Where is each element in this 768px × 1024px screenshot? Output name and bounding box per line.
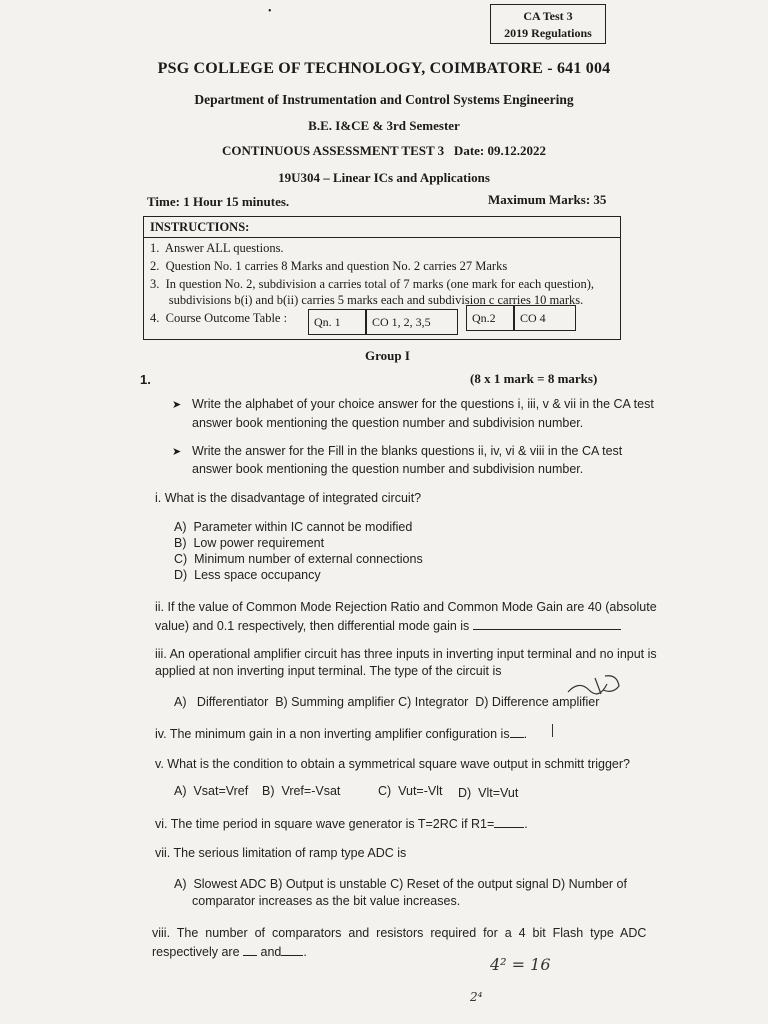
bullet-line: Write the alphabet of your choice answer for the questions i, iii, v & vii in the CA test bbox=[192, 397, 654, 411]
co-table-co2: CO 4 bbox=[514, 305, 576, 331]
option-a: A) Parameter within IC cannot be modified bbox=[174, 520, 413, 534]
instructions-divider bbox=[144, 237, 620, 238]
question-vi-text: vi. The time period in square wave generator is T=2RC if R1= bbox=[155, 817, 495, 831]
option-d: D) Less space occupancy bbox=[174, 568, 321, 582]
bullet-arrow-icon: ➤ bbox=[172, 446, 182, 458]
instruction-item: 3. In question No. 2, subdivision a carries total of 7 marks (one mark for each question), bbox=[150, 277, 594, 291]
instructions-title: INSTRUCTIONS: bbox=[150, 220, 250, 234]
dot-mark: • bbox=[268, 6, 272, 17]
question-number: 1. bbox=[140, 372, 151, 387]
question-iv-period: . bbox=[523, 727, 528, 741]
option-c: C) Minimum number of external connections bbox=[174, 552, 423, 566]
question-i: i. What is the disadvantage of integrated circuit? bbox=[155, 491, 422, 505]
test-label: CA Test 3 bbox=[523, 9, 573, 23]
answer-blank bbox=[510, 725, 524, 738]
college-name: PSG COLLEGE OF TECHNOLOGY, COIMBATORE - 641 004 bbox=[157, 60, 611, 77]
instructions-box bbox=[143, 216, 621, 340]
test-date-line: CONTINUOUS ASSESSMENT TEST 3 Date: 09.12.2022 bbox=[222, 143, 546, 158]
handwritten-note: 4² = 16 bbox=[490, 955, 551, 974]
bullet-line: Write the answer for the Fill in the blanks questions ii, iv, vi & viii in the CA test bbox=[192, 444, 623, 458]
question-iii-cont: applied at non inverting input terminal. The type of the circuit is bbox=[155, 664, 502, 678]
regulation-label: 2019 Regulations bbox=[504, 26, 592, 40]
instruction-item: subdivisions b(i) and b(ii) carries 5 marks each and subdivision c carries 10 marks. bbox=[150, 293, 584, 307]
bullet-line: answer book mentioning the question number and subdivision number. bbox=[192, 462, 584, 476]
question-viii-cont bbox=[152, 943, 307, 959]
handwritten-note: 2⁴ bbox=[470, 990, 483, 1004]
option-b: B) Low power requirement bbox=[174, 536, 325, 550]
question-viii: viii. The number of comparators and resistors required for a 4 bit Flash type ADC bbox=[152, 926, 647, 940]
question-vii: vii. The serious limitation of ramp type ADC is bbox=[155, 846, 407, 860]
group-heading: Group I bbox=[365, 348, 410, 363]
stray-mark bbox=[552, 724, 553, 737]
question-viii-and: and bbox=[260, 945, 282, 959]
co-table-co1: CO 1, 2, 3,5 bbox=[366, 309, 458, 335]
option-c: C) Vut=-Vlt bbox=[378, 784, 443, 798]
bullet-line: answer book mentioning the question number and subdivision number. bbox=[192, 416, 584, 430]
time-allowed: Time: 1 Hour 15 minutes. bbox=[147, 194, 290, 209]
option-b: B) Vref=-Vsat bbox=[262, 784, 341, 798]
question-iii: iii. An operational amplifier circuit has three inputs in inverting input terminal and no input is bbox=[155, 647, 657, 661]
bullet-arrow-icon: ➤ bbox=[172, 399, 182, 411]
answer-blank bbox=[494, 815, 524, 828]
answer-blank bbox=[243, 943, 257, 956]
answer-blank bbox=[281, 943, 303, 956]
question-vi bbox=[155, 815, 528, 831]
answer-blank bbox=[473, 617, 621, 630]
maximum-marks: Maximum Marks: 35 bbox=[488, 192, 607, 207]
department-name: Department of Instrumentation and Control Systems Engineering bbox=[194, 92, 574, 107]
question-iv bbox=[155, 725, 527, 741]
instruction-item: 2. Question No. 1 carries 8 Marks and question No. 2 carries 27 Marks bbox=[150, 259, 508, 273]
question-iii-options: A) Differentiator B) Summing amplifier C) Integrator D) Difference amplifier bbox=[174, 695, 600, 709]
option-a: A) Vsat=Vref bbox=[174, 784, 249, 798]
program-line: B.E. I&CE & 3rd Semester bbox=[308, 118, 460, 133]
course-title: 19U304 – Linear ICs and Applications bbox=[278, 170, 490, 185]
question-iv-text: iv. The minimum gain in a non inverting amplifier configuration is bbox=[155, 727, 510, 741]
test-label-box bbox=[490, 4, 606, 44]
question-vii-options: A) Slowest ADC B) Output is unstable C) Reset of the output signal D) Number of bbox=[174, 877, 627, 891]
instruction-item: 4. Course Outcome Table : bbox=[150, 311, 288, 325]
option-d: D) Vlt=Vut bbox=[458, 786, 519, 800]
question-viii-period: . bbox=[303, 945, 307, 959]
question-v: v. What is the condition to obtain a symmetrical square wave output in schmitt trigger? bbox=[155, 757, 630, 771]
co-table-qn1: Qn. 1 bbox=[308, 309, 366, 335]
question-vi-period: . bbox=[524, 817, 528, 831]
question-ii: ii. If the value of Common Mode Rejection Ratio and Common Mode Gain are 40 (absolute bbox=[155, 600, 657, 614]
question-vii-options-cont: comparator increases as the bit value increases. bbox=[192, 894, 461, 908]
question-ii-text: value) and 0.1 respectively, then differential mode gain is bbox=[155, 619, 470, 633]
instruction-item: 1. Answer ALL questions. bbox=[150, 241, 284, 255]
question-ii-cont bbox=[155, 617, 621, 633]
co-table-qn2: Qn.2 bbox=[466, 305, 514, 331]
marks-note: (8 x 1 mark = 8 marks) bbox=[470, 371, 598, 386]
question-viii-text: respectively are bbox=[152, 945, 240, 959]
handwritten-scribble-icon bbox=[565, 672, 625, 704]
